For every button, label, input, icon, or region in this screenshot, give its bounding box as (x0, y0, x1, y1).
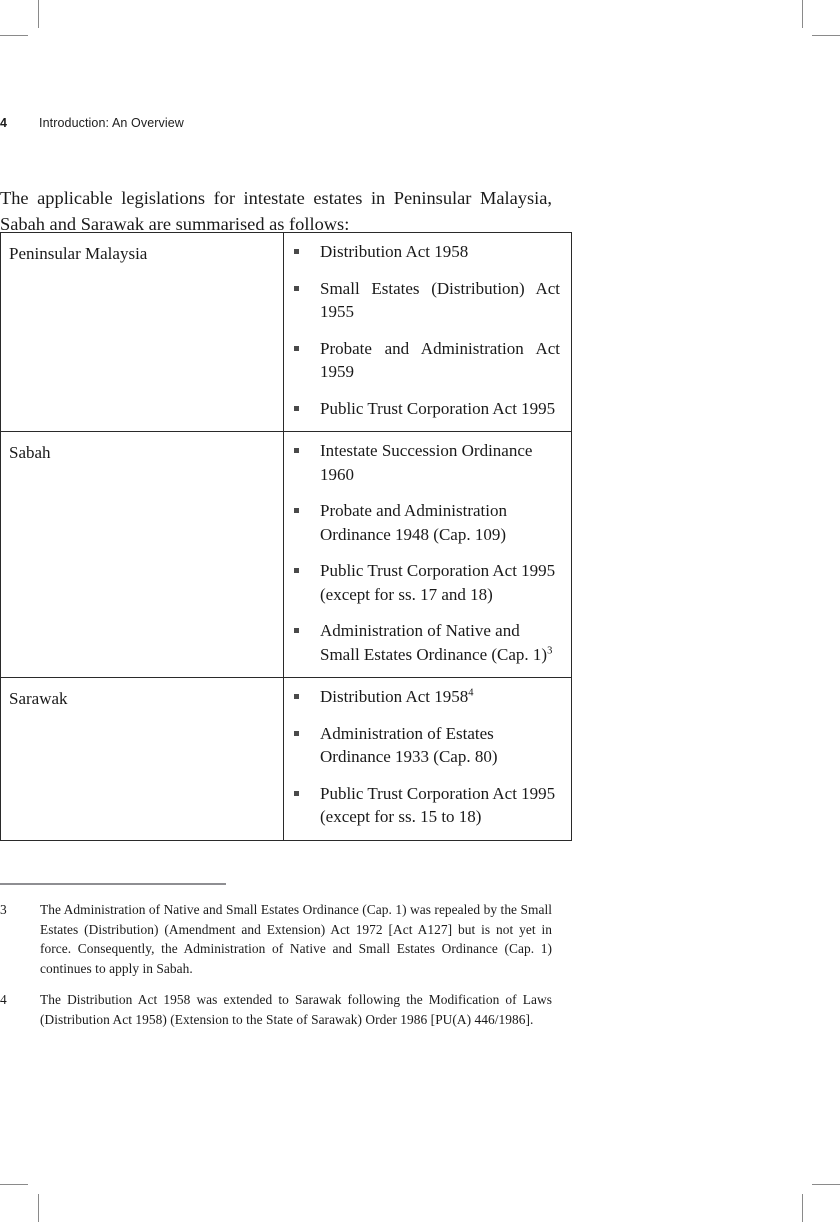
crop-mark-bottom-left-horizontal (0, 1184, 28, 1185)
square-bullet-icon (294, 406, 299, 411)
square-bullet-icon (294, 249, 299, 254)
crop-mark-bottom-right-vertical (802, 1194, 803, 1222)
acts-list (284, 240, 560, 420)
crop-mark-top-left-vertical (38, 0, 39, 28)
square-bullet-icon (294, 508, 299, 513)
crop-mark-top-right-vertical (802, 0, 803, 28)
list-item (284, 439, 560, 486)
region-cell: Sarawak (1, 678, 284, 841)
list-item (284, 619, 560, 666)
square-bullet-icon (294, 346, 299, 351)
act-label: Intestate Succession Ordinance 1960 (320, 441, 533, 484)
region-cell: Peninsular Malaysia (1, 233, 284, 432)
square-bullet-icon (294, 628, 299, 633)
act-label: Probate and Administration Act 1959 (320, 338, 560, 381)
act-label: Probate and Administration Ordinance 1948 (Cap. 109) (320, 501, 507, 544)
footnote-number: 4 (0, 992, 7, 1007)
acts-list (284, 685, 560, 829)
acts-list (284, 439, 560, 666)
list-item (284, 397, 560, 421)
table-row (1, 678, 572, 841)
footnote-reference[interactable]: 4 (468, 687, 474, 699)
square-bullet-icon (294, 568, 299, 573)
act-label: Small Estates (Distribution) Act 1955 (320, 278, 560, 321)
acts-cell (284, 233, 572, 432)
act-label: Administration of Estates Ordinance 1933 (Cap. 80) (320, 723, 498, 766)
square-bullet-icon (294, 448, 299, 453)
table-row (1, 432, 572, 678)
legislation-table-body (1, 233, 572, 841)
running-head-title: Introduction: An Overview (39, 116, 184, 130)
crop-mark-top-left-horizontal (0, 35, 28, 36)
crop-mark-top-right-horizontal (812, 35, 840, 36)
act-label: Distribution Act 1958$^4$ (320, 687, 474, 706)
list-item (284, 499, 560, 546)
crop-mark-bottom-right-horizontal (812, 1184, 840, 1185)
list-item (284, 337, 560, 384)
region-cell: Sabah (1, 432, 284, 678)
list-item (284, 722, 560, 769)
legislation-table (0, 232, 572, 841)
footnote (0, 990, 552, 1029)
act-label: Public Trust Corporation Act 1995 (except for ss. 17 and 18) (320, 561, 556, 604)
intro-paragraph: The applicable legislations for intestate estates in Peninsular Malaysia, Sabah and Sarawak are summarised as follows: (0, 188, 552, 234)
act-label: Administration of Native and Small Estates Ordinance (Cap. 1)$^3$ (320, 621, 553, 664)
act-label: Public Trust Corporation Act 1995 (except for ss. 15 to 18) (320, 783, 556, 826)
list-item (284, 277, 560, 324)
table-row (1, 233, 572, 432)
square-bullet-icon (294, 731, 299, 736)
footnote-text: The Distribution Act 1958 was extended to Sarawak following the Modification of Laws (Distribution Act 1958) (Extension to the State of Sarawak) Order 1986 [PU(A) 446/1986]. (40, 992, 552, 1027)
footnote-text: The Administration of Native and Small Estates Ordinance (Cap. 1) was repealed by the Small Estates (Distribution) (Amendment and Extension) Act 1972 [Act A127] but is not yet in force. Consequently, the Administration of Native and Small Estates Ordinance (Cap. 1) continues to apply in Sabah. (40, 902, 552, 976)
acts-cell (284, 678, 572, 841)
list-item (284, 240, 560, 264)
footnote-list (0, 900, 552, 1041)
square-bullet-icon (294, 694, 299, 699)
footnote-number: 3 (0, 902, 7, 917)
acts-cell (284, 432, 572, 678)
list-item (284, 782, 560, 829)
footnote (0, 900, 552, 978)
crop-mark-bottom-left-vertical (38, 1194, 39, 1222)
footnote-separator-rule (0, 883, 226, 885)
square-bullet-icon (294, 791, 299, 796)
list-item (284, 685, 560, 709)
running-head (0, 116, 550, 130)
footnote-reference[interactable]: 3 (547, 644, 553, 656)
act-label: Distribution Act 1958 (320, 242, 469, 261)
list-item (284, 559, 560, 606)
square-bullet-icon (294, 286, 299, 291)
page-number: 4 (0, 116, 7, 130)
act-label: Public Trust Corporation Act 1995 (320, 398, 556, 418)
